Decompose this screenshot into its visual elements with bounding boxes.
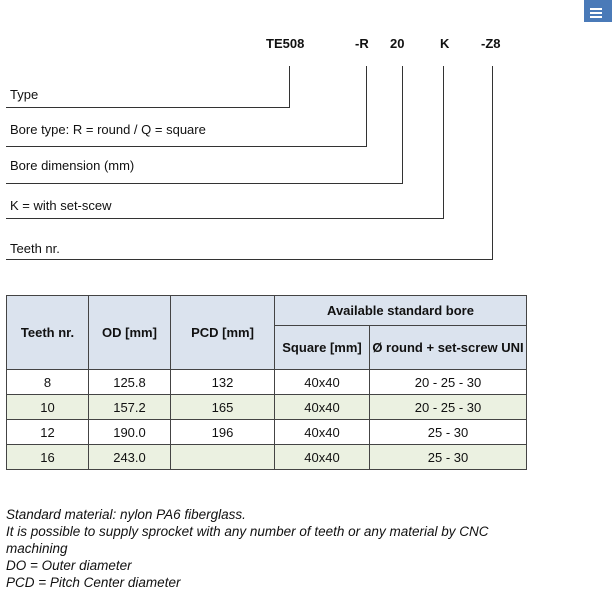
table-row (7, 370, 527, 395)
cell-teeth: 8 (7, 370, 89, 395)
code-bore-dimension: 20 (390, 36, 405, 51)
leader-vertical-bore-dimension (402, 66, 403, 183)
note-custom-supply-cont: machining (6, 541, 68, 556)
header-teeth: Teeth nr. (7, 296, 89, 370)
note-do-definition: DO = Outer diameter (6, 558, 132, 573)
code-bore-type: -R (355, 36, 369, 51)
leader-vertical-teeth (492, 66, 493, 259)
legend-bore-dimension: Bore dimension (mm) (10, 158, 135, 173)
cell-square: 40x40 (275, 445, 370, 470)
table-row (7, 445, 527, 470)
leader-vertical-setscrew (443, 66, 444, 218)
cell-pcd: 165 (171, 395, 275, 420)
leader-horizontal-bore-type (6, 146, 367, 147)
legend-setscrew: K = with set-scew (10, 198, 112, 213)
header-od: OD [mm] (89, 296, 171, 370)
code-setscrew: K (440, 36, 450, 51)
cell-round: 25 - 30 (370, 445, 527, 470)
cell-round: 20 - 25 - 30 (370, 395, 527, 420)
menu-tab-icon[interactable] (584, 0, 612, 22)
note-pcd-definition: PCD = Pitch Center diameter (6, 575, 181, 590)
legend-teeth: Teeth nr. (10, 241, 60, 256)
header-square: Square [mm] (275, 326, 370, 370)
cell-square: 40x40 (275, 420, 370, 445)
legend-type: Type (10, 87, 39, 102)
leader-vertical-type (289, 66, 290, 107)
code-series: TE508 (266, 36, 305, 51)
note-material: Standard material: nylon PA6 fiberglass. (6, 507, 246, 522)
notes-block (6, 506, 566, 591)
table-row (7, 395, 527, 420)
sprocket-spec-table (6, 295, 527, 470)
leader-horizontal-type (6, 107, 290, 108)
leader-horizontal-teeth (6, 259, 493, 260)
legend-bore-type: Bore type: R = round / Q = square (10, 122, 206, 137)
table-row (7, 420, 527, 445)
cell-pcd: 132 (171, 370, 275, 395)
cell-pcd (171, 445, 275, 470)
leader-vertical-bore-type (366, 66, 367, 146)
header-round: Ø round + set-screw UNI (370, 326, 527, 370)
leader-horizontal-setscrew (6, 218, 444, 219)
leader-horizontal-bore-dimension (6, 183, 403, 184)
cell-od: 157.2 (89, 395, 171, 420)
cell-round: 20 - 25 - 30 (370, 370, 527, 395)
cell-square: 40x40 (275, 395, 370, 420)
header-pcd: PCD [mm] (171, 296, 275, 370)
cell-od: 125.8 (89, 370, 171, 395)
note-custom-supply: It is possible to supply sprocket with any number of teeth or any material by CNC (6, 524, 489, 539)
header-available-bore: Available standard bore (275, 296, 527, 326)
code-teeth: -Z8 (481, 36, 501, 51)
cell-od: 190.0 (89, 420, 171, 445)
cell-teeth: 16 (7, 445, 89, 470)
cell-pcd: 196 (171, 420, 275, 445)
cell-teeth: 12 (7, 420, 89, 445)
cell-round: 25 - 30 (370, 420, 527, 445)
cell-od: 243.0 (89, 445, 171, 470)
cell-square: 40x40 (275, 370, 370, 395)
cell-teeth: 10 (7, 395, 89, 420)
